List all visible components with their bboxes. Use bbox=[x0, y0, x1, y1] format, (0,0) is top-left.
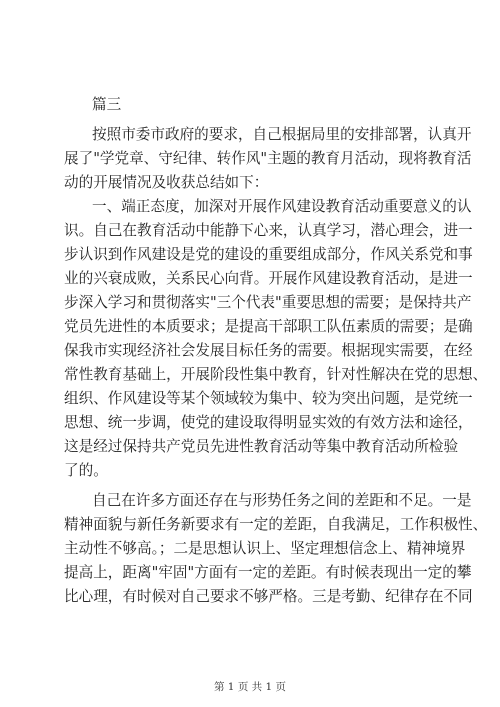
paragraph-2-line-5: 步深入学习和贯彻落实"三个代表"重要思想的需要；是保持共产 bbox=[64, 294, 472, 311]
paragraph-3-line-1: 自己在许多方面还存在与形势任务之间的差距和不足。一是 bbox=[92, 492, 472, 509]
paragraph-3-line-2: 精神面貌与新任务新要求有一定的差距，自我满足，工作积极性、 bbox=[64, 516, 488, 533]
paragraph-1-line-3: 动的开展情况及收获总结如下： bbox=[64, 174, 269, 191]
paragraph-2-line-9: 组织、作风建设等某个领域较为集中、较为突出问题，是党统一 bbox=[64, 390, 473, 407]
paragraph-1-line-2: 展了"学党章、守纪律、转作风"主题的教育月活动，现将教育活 bbox=[64, 150, 472, 167]
paragraph-2-line-6: 党员先进性的本质要求；是提高干部职工队伍素质的需要；是确 bbox=[64, 318, 473, 335]
paragraph-2-line-1: 一、端正态度，加深对开展作风建设教育活动重要意义的认 bbox=[92, 198, 472, 215]
paragraph-2-line-11: 这是经过保持共产党员先进性教育活动等集中教育活动所检验 bbox=[64, 438, 459, 455]
page-footer: 第 1 页 共 1 页 bbox=[213, 681, 287, 693]
paragraph-2-line-3: 步认识到作风建设是党的建设的重要组成部分，作风关系党和事 bbox=[64, 246, 473, 263]
paragraph-2-line-12: 了的。 bbox=[64, 462, 108, 479]
paragraph-3-line-3: 主动性不够高。；二是思想认识上、坚定理想信念上、精神境界 bbox=[64, 540, 466, 557]
paragraph-2-line-4: 业的兴衰成败，关系民心向背。开展作风建设教育活动，是进一 bbox=[64, 270, 473, 287]
paragraph-2-line-10: 思想、统一步调，使党的建设取得明显实效的有效方法和途径， bbox=[64, 414, 473, 431]
section-heading: 篇三 bbox=[92, 96, 122, 113]
paragraph-3-line-5: 比心理，有时候对自己要求不够严格。三是考勤、纪律存在不同 bbox=[64, 588, 473, 605]
paragraph-2-line-8: 常性教育基础上，开展阶段性集中教育，针对性解决在党的思想、 bbox=[64, 366, 488, 383]
paragraph-3-line-4: 提高上，距离"牢固"方面有一定的差距。有时候表现出一定的攀 bbox=[64, 564, 472, 581]
paragraph-1-line-1: 按照市委市政府的要求，自己根据局里的安排部署，认真开 bbox=[92, 126, 472, 143]
paragraph-2-line-7: 保我市实现经济社会发展目标任务的需要。根据现实需要，在经 bbox=[64, 342, 473, 359]
paragraph-2-line-2: 识。自己在教育活动中能静下心来，认真学习，潜心理会，进一 bbox=[64, 222, 473, 239]
